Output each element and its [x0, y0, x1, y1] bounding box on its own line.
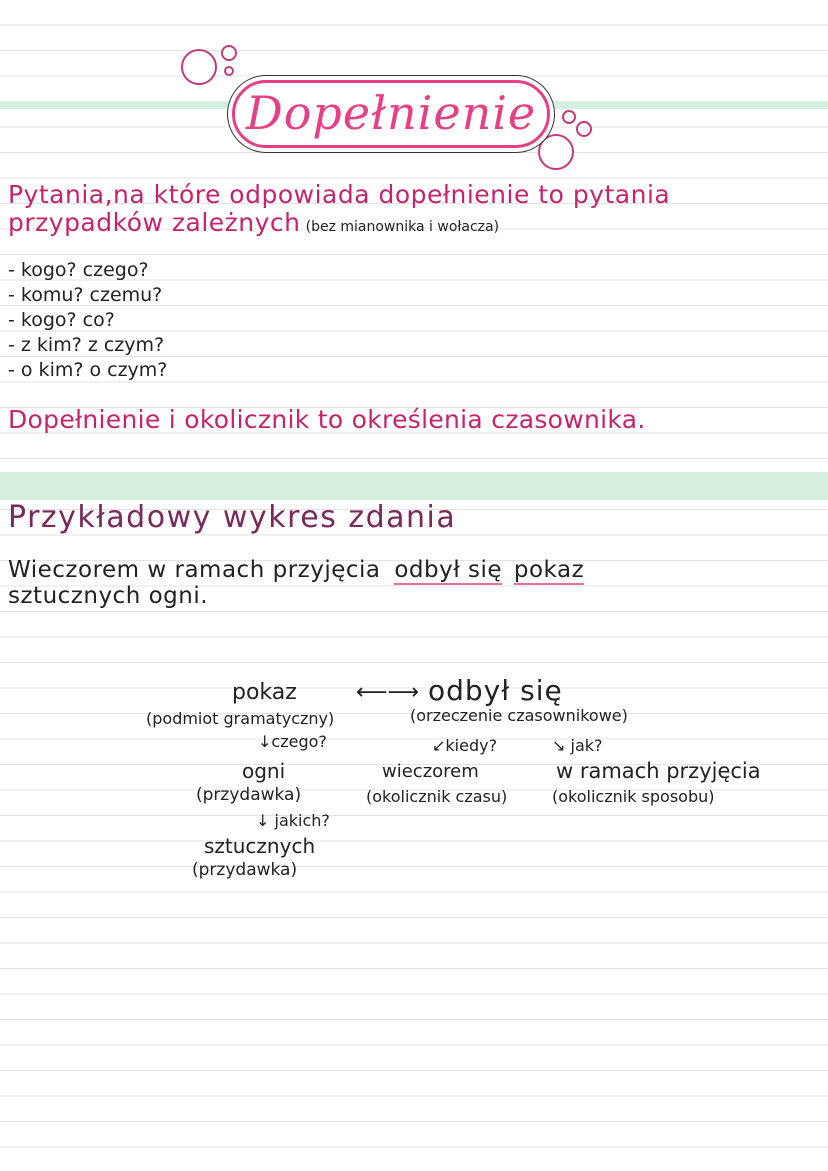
diagram-w-ramach: w ramach przyjęcia — [556, 759, 761, 783]
intro-line-2-note: (bez mianownika i wołacza) — [305, 219, 500, 235]
bubble-large-left — [181, 49, 217, 85]
diagram-question-kiedy: ↙kiedy? — [432, 736, 498, 755]
bubble-tiny-left — [224, 66, 234, 76]
section-band — [0, 472, 828, 500]
sentence-subject: pokaz — [513, 557, 585, 583]
page-title: Dopełnienie — [245, 86, 537, 140]
sentence-verb: odbył się — [394, 557, 503, 583]
intro-line-1: Pytania,na które odpowiada dopełnienie to pytania — [8, 180, 671, 209]
question-item: - komu? czemu? — [8, 284, 163, 306]
diagram-subject: pokaz — [232, 680, 297, 705]
diagram-okolicznik-czasu: (okolicznik czasu) — [366, 787, 508, 806]
diagram-przydawka-1: (przydawka) — [196, 785, 302, 805]
diagram-subject-role: (podmiot gramatyczny) — [146, 709, 335, 728]
diagram-question-jakich: ↓ jakich? — [256, 811, 330, 830]
question-item: - kogo? co? — [8, 309, 115, 331]
example-sentence-line-1 — [8, 557, 584, 583]
diagram-okolicznik-sposobu: (okolicznik sposobu) — [552, 787, 715, 806]
example-sentence-line-2: sztucznych ogni. — [8, 583, 209, 609]
diagram-sztucznych: sztucznych — [204, 834, 316, 858]
section-title: Przykładowy wykres zdania — [8, 500, 457, 535]
intro-line-2-main: przypadków zależnych — [8, 208, 301, 237]
highlight-sentence: Dopełnienie i okolicznik to określenia czasownika. — [8, 405, 646, 434]
title-frame — [232, 80, 550, 148]
diagram-predicate: odbył się — [428, 674, 563, 707]
question-item: - kogo? czego? — [8, 259, 149, 281]
bubble-small-right — [562, 110, 576, 124]
diagram-ogni: ogni — [242, 759, 286, 783]
question-item: - z kim? z czym? — [8, 334, 165, 356]
diagram-przydawka-2: (przydawka) — [192, 860, 298, 880]
diagram-question-czego: ↓czego? — [258, 732, 327, 751]
bubble-small-left — [221, 45, 237, 61]
diagram-question-jak: ↘ jak? — [552, 736, 603, 755]
question-item: - o kim? o czym? — [8, 359, 168, 381]
diagram-wieczorem: wieczorem — [382, 761, 479, 782]
diagram-arrow: ⟵⟶ — [356, 680, 420, 705]
bubble-medium-right — [576, 121, 592, 137]
intro-line-2 — [8, 208, 499, 237]
sentence-part-1: Wieczorem w ramach przyjęcia — [8, 557, 381, 583]
diagram-predicate-role: (orzeczenie czasownikowe) — [410, 706, 628, 725]
bubble-large-right — [538, 134, 574, 170]
